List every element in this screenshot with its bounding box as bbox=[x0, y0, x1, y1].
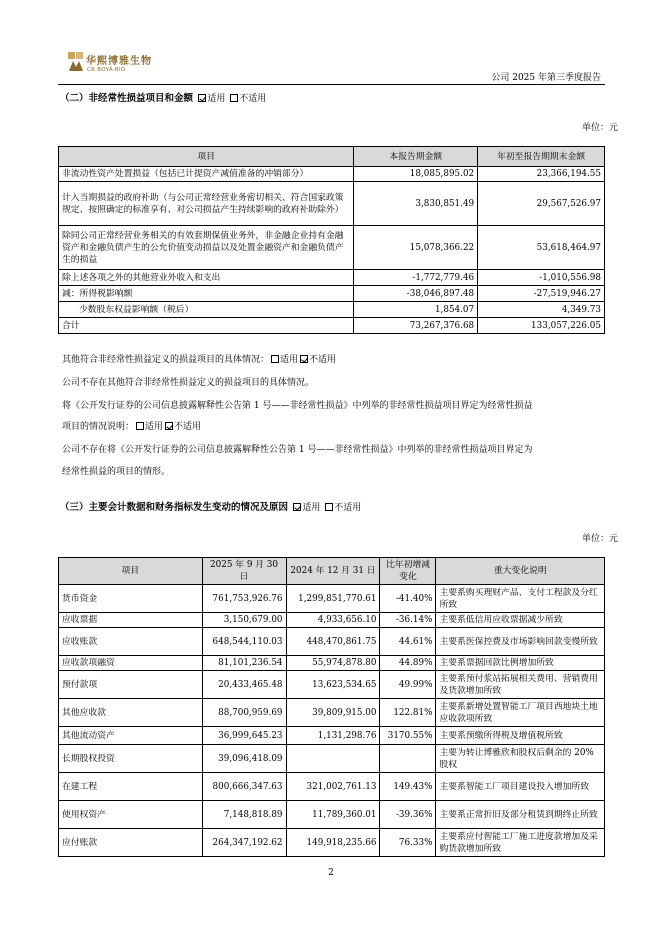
not-applicable-label: 不适用 bbox=[334, 503, 362, 513]
row-note: 主要系应付智能工厂施工进度款增加及采购货款增加所致 bbox=[436, 829, 605, 857]
row-note: 主要系票据回款比例增加所致 bbox=[436, 656, 605, 671]
row-note: 主要系正常折旧及部分租赁到期终止所致 bbox=[436, 801, 605, 829]
section3-options bbox=[291, 503, 361, 513]
applicable-label: 适用 bbox=[302, 503, 321, 513]
row-item: 除上述各项之外的其他营业外收入和支出 bbox=[59, 270, 354, 286]
other-items-none: 公司不存在其他符合非经常性损益定义的损益项目的具体情况。 bbox=[62, 378, 315, 388]
row-sep30: 88,700,959.69 bbox=[202, 699, 286, 727]
row-item: 应收票据 bbox=[59, 613, 203, 628]
row-dec31: 149,918,235.66 bbox=[286, 829, 380, 857]
row-note: 主要为转让博雅欣和股权后剩余的 20%股权 bbox=[436, 745, 605, 773]
row-item: 使用权资产 bbox=[59, 801, 203, 829]
row-dec31: 1,131,298.76 bbox=[286, 727, 380, 745]
row-item: 应收款项融资 bbox=[59, 656, 203, 671]
table-row bbox=[59, 628, 605, 656]
row-dec31 bbox=[286, 745, 380, 773]
applicable-label: 适用 bbox=[145, 422, 164, 432]
table-row bbox=[59, 699, 605, 727]
checkbox-empty-icon[interactable] bbox=[325, 503, 333, 511]
row-note: 主要系预付浆站拓展相关费用、营销费用及货款增加所致 bbox=[436, 671, 605, 699]
logo-english-text: CR BOYA-BIO bbox=[87, 67, 126, 73]
reclass-none-line-2: 经常性损益的项目的情形。 bbox=[62, 467, 171, 477]
table-row bbox=[59, 613, 605, 628]
table-row bbox=[59, 286, 605, 302]
row-change: 49.99% bbox=[380, 671, 436, 699]
row-item: 在建工程 bbox=[59, 773, 203, 801]
checkbox-empty-icon[interactable] bbox=[271, 355, 279, 363]
table-row bbox=[59, 829, 605, 857]
row-note: 主要系医保控费及市场影响回款变慢所致 bbox=[436, 628, 605, 656]
row-ytd: 23,366,194.55 bbox=[478, 167, 605, 182]
row-dec31: 13,623,534.65 bbox=[286, 671, 380, 699]
page-header bbox=[58, 38, 605, 86]
row-change: 76.33% bbox=[380, 829, 436, 857]
col-header-ytd: 年初至报告期期末金额 bbox=[478, 147, 605, 167]
row-sep30: 81,101,236.54 bbox=[202, 656, 286, 671]
table-row-total bbox=[59, 318, 605, 334]
row-sep30: 648,544,110.03 bbox=[202, 628, 286, 656]
row-change: -39.36% bbox=[380, 801, 436, 829]
row-current: 73,267,376.68 bbox=[354, 318, 478, 334]
row-sep30: 3,150,679.00 bbox=[202, 613, 286, 628]
row-dec31: 1,299,851,770.61 bbox=[286, 585, 380, 613]
section3-title: （三）主要会计数据和财务指标发生变动的情况及原因 bbox=[60, 502, 289, 513]
table-row bbox=[59, 226, 605, 270]
section3-unit: 单位：元 bbox=[581, 534, 618, 544]
logo-chinese-text: 华熙博雅生物 bbox=[86, 56, 152, 67]
checkbox-empty-icon[interactable] bbox=[136, 422, 144, 430]
row-note: 主要系智能工厂项目建设投入增加所致 bbox=[436, 773, 605, 801]
col-header-note: 重大变化说明 bbox=[436, 558, 605, 585]
col-header-dec31: 2024 年 12 月 31 日 bbox=[286, 558, 380, 585]
table-header-row bbox=[59, 147, 605, 167]
logo-mark-icon bbox=[68, 52, 84, 72]
checkbox-empty-icon[interactable] bbox=[230, 94, 238, 102]
row-sep30: 264,347,192.62 bbox=[202, 829, 286, 857]
row-dec31: 4,933,656.10 bbox=[286, 613, 380, 628]
row-change: -41.40% bbox=[380, 585, 436, 613]
not-applicable-label: 不适用 bbox=[239, 94, 267, 104]
row-ytd: 29,567,526.97 bbox=[478, 182, 605, 226]
col-header-change: 比年初增减变化 bbox=[380, 558, 436, 585]
row-note: 主要系新增处置智能工厂项目西地块土地应收款项所致 bbox=[436, 699, 605, 727]
other-items-prefix: 其他符合非经常性损益定义的损益项目的具体情况： bbox=[62, 355, 270, 365]
section2-options bbox=[196, 94, 266, 104]
reclass-none-line-1: 公司不存在将《公开发行证券的公司信息披露解释性公告第 1 号——非经常性损益》中列举的非经常性损益项目界定为 bbox=[62, 445, 533, 455]
row-dec31: 11,789,360.01 bbox=[286, 801, 380, 829]
reclass-prefix: 项目的情况说明： bbox=[62, 422, 135, 432]
table-row bbox=[59, 182, 605, 226]
report-title: 公司 2025 年第三季度报告 bbox=[491, 73, 601, 83]
table-row bbox=[59, 302, 605, 318]
table-row bbox=[59, 656, 605, 671]
section2-title-line bbox=[60, 90, 266, 104]
row-item: 非流动性资产处置损益（包括已计提资产减值准备的冲销部分） bbox=[59, 167, 354, 182]
row-change: 149.43% bbox=[380, 773, 436, 801]
row-change: 3170.55% bbox=[380, 727, 436, 745]
row-item: 其他流动资产 bbox=[59, 727, 203, 745]
row-current: -38,046,897.48 bbox=[354, 286, 478, 302]
checkbox-checked-icon[interactable] bbox=[198, 94, 206, 102]
row-ytd: 4,349.73 bbox=[478, 302, 605, 318]
row-change: 122.81% bbox=[380, 699, 436, 727]
row-item: 长期股权投资 bbox=[59, 745, 203, 773]
table-row bbox=[59, 773, 605, 801]
row-sep30: 800,666,347.63 bbox=[202, 773, 286, 801]
row-item: 除同公司正常经营业务相关的有效套期保值业务外，非金融企业持有金融资产和金融负债产生的公允价值变动损益以及处置金融资产和金融负债产生的损益 bbox=[59, 226, 354, 270]
not-applicable-label: 不适用 bbox=[309, 355, 337, 365]
company-logo bbox=[68, 52, 154, 78]
applicable-label: 适用 bbox=[280, 355, 299, 365]
row-note: 主要系购买理财产品、支付工程款及分红所致 bbox=[436, 585, 605, 613]
row-dec31: 55,974,878.80 bbox=[286, 656, 380, 671]
row-change: 44.89% bbox=[380, 656, 436, 671]
checkbox-checked-icon[interactable] bbox=[300, 355, 308, 363]
non-recurring-table bbox=[58, 146, 605, 334]
page-number: 2 bbox=[328, 868, 334, 878]
row-item: 减：所得税影响额 bbox=[59, 286, 354, 302]
row-current: 1,854.07 bbox=[354, 302, 478, 318]
row-ytd: 133,057,226.05 bbox=[478, 318, 605, 334]
row-current: 3,830,851.49 bbox=[354, 182, 478, 226]
row-current: -1,772,779.46 bbox=[354, 270, 478, 286]
row-sep30: 761,753,926.76 bbox=[202, 585, 286, 613]
row-item: 计入当期损益的政府补助（与公司正常经营业务密切相关、符合国家政策规定、按照确定的标准享有、对公司损益产生持续影响的政府补助除外） bbox=[59, 182, 354, 226]
table-header-row bbox=[59, 558, 605, 585]
section2-title: （二）非经常性损益项目和金额 bbox=[60, 93, 194, 104]
row-dec31: 39,809,915.00 bbox=[286, 699, 380, 727]
row-note: 主要系预缴所得税及增值税所致 bbox=[436, 727, 605, 745]
col-header-item: 项目 bbox=[59, 558, 203, 585]
table-row bbox=[59, 801, 605, 829]
row-ytd: -27,519,946.27 bbox=[478, 286, 605, 302]
applicable-label: 适用 bbox=[207, 94, 226, 104]
row-sep30: 7,148,818.89 bbox=[202, 801, 286, 829]
other-items-line bbox=[62, 351, 602, 370]
table-row bbox=[59, 671, 605, 699]
table-row bbox=[59, 727, 605, 745]
reclass-line-2 bbox=[62, 418, 602, 437]
row-dec31: 448,470,861.75 bbox=[286, 628, 380, 656]
table-row bbox=[59, 167, 605, 182]
row-change: 44.61% bbox=[380, 628, 436, 656]
table-row bbox=[59, 585, 605, 613]
row-change bbox=[380, 745, 436, 773]
col-header-item: 项目 bbox=[59, 147, 354, 167]
row-ytd: -1,010,556.98 bbox=[478, 270, 605, 286]
row-sep30: 20,433,465.48 bbox=[202, 671, 286, 699]
section3-title-line bbox=[60, 499, 361, 513]
row-ytd: 53,618,464.97 bbox=[478, 226, 605, 270]
row-note: 主要系低信用应收票据减少所致 bbox=[436, 613, 605, 628]
row-item: 应收账款 bbox=[59, 628, 203, 656]
row-item: 合计 bbox=[59, 318, 354, 334]
table-row bbox=[59, 270, 605, 286]
checkbox-checked-icon[interactable] bbox=[293, 503, 301, 511]
row-item: 货币资金 bbox=[59, 585, 203, 613]
reclass-line-1: 将《公开发行证券的公司信息披露解释性公告第 1 号——非经常性损益》中列举的非经常性损益项目界定为经常性损益 bbox=[62, 401, 533, 411]
col-header-current: 本报告期金额 bbox=[354, 147, 478, 167]
row-change: -36.14% bbox=[380, 613, 436, 628]
not-applicable-label: 不适用 bbox=[174, 422, 202, 432]
row-item: 应付账款 bbox=[59, 829, 203, 857]
row-current: 18,085,895.02 bbox=[354, 167, 478, 182]
col-header-sep30: 2025 年 9 月 30 日 bbox=[202, 558, 286, 585]
section2-unit: 单位：元 bbox=[581, 123, 618, 133]
row-item: 其他应收款 bbox=[59, 699, 203, 727]
row-current: 15,078,366.22 bbox=[354, 226, 478, 270]
row-item: 预付款项 bbox=[59, 671, 203, 699]
table-row bbox=[59, 745, 605, 773]
row-item: 少数股东权益影响额（税后） bbox=[59, 302, 354, 318]
header-divider bbox=[58, 84, 605, 85]
checkbox-checked-icon[interactable] bbox=[165, 422, 173, 430]
row-dec31: 321,002,761.13 bbox=[286, 773, 380, 801]
row-sep30: 39,096,418.09 bbox=[202, 745, 286, 773]
financial-changes-table bbox=[58, 557, 605, 857]
row-sep30: 36,999,645.23 bbox=[202, 727, 286, 745]
